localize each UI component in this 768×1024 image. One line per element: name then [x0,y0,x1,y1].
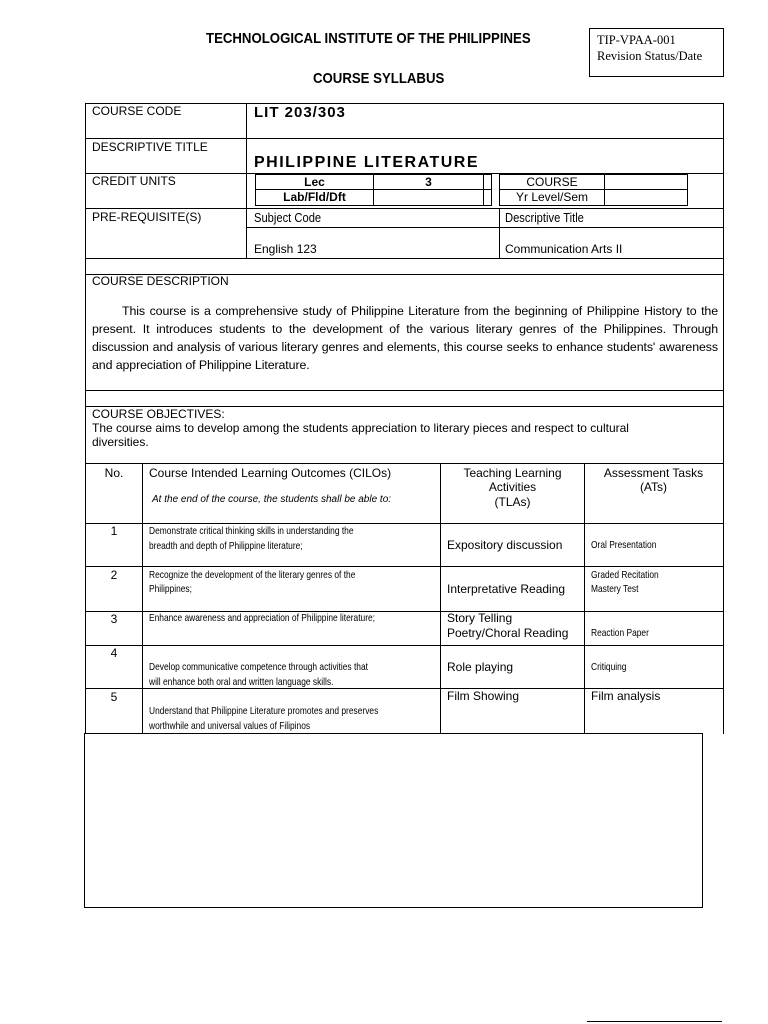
row-at-line1: Critiquing [591,661,627,673]
row-divider [85,208,723,209]
subject-code-label [254,211,332,225]
col-tla-header-2: Activities [488,480,537,494]
lab-label: Lab/Fld/Dft [283,190,346,204]
col-no-header: No. [104,466,124,480]
row-cilo [149,610,432,626]
course-code-label: COURSE CODE [92,104,182,118]
syllabus-title [313,70,462,88]
row-cilo-line2: worthwhile and universal values of Filipinos [149,720,311,732]
grid-line [604,174,605,205]
label-column-divider [246,103,247,258]
institute-name [206,30,575,48]
row-divider [85,390,723,391]
row-no: 1 [110,524,118,538]
row-no: 4 [110,646,118,660]
row-tla: Expository discussion [447,538,563,552]
objectives-label: COURSE OBJECTIVES: [92,407,225,421]
row-at [591,581,650,597]
empty-content-box [84,733,703,908]
col-at-header-1: Assessment Tasks [603,466,704,480]
description-label: COURSE DESCRIPTION [92,274,229,288]
prereq-subject-code: English 123 [254,242,317,256]
col-at-header-2: (ATs) [639,480,668,494]
row-cilo-line1: Recognize the development of the literary genres of the [149,569,356,581]
credit-units-label: CREDIT UNITS [92,174,176,188]
row-cilo [149,538,341,554]
row-no: 2 [110,568,118,582]
row-tla: Film Showing [447,689,520,703]
row-divider [85,463,723,464]
row-cilo-line2: Philippines; [149,583,192,595]
row-tla: Interpretative Reading [447,582,566,596]
descriptive-title-value: PHILIPPINE LITERATURE [254,154,479,171]
row-cilo-line1: Develop communicative competence through activities that [149,661,368,673]
row-tla: Poetry/Choral Reading [447,626,569,640]
prereq-label: PRE-REQUISITE(S) [92,210,202,224]
row-at-line2: Mastery Test [591,583,639,595]
col-cilo-header: Course Intended Learning Outcomes (CILOs) [149,466,392,480]
row-cilo [149,703,436,719]
row-tla: Story Telling [447,611,513,625]
document-code-box [589,28,724,77]
objectives-text-line1: The course aims to develop among the students appreciation to literary pieces and respect to cultural [92,421,629,435]
grid-line [483,174,484,205]
col-cilo-subheader: At the end of the course, the students shall be able to: [152,494,392,505]
row-cilo-line1: Demonstrate critical thinking skills in understanding the [149,525,354,537]
row-tla: Role playing [447,660,514,674]
prereq-desc-title: Communication Arts II [505,242,623,256]
description-text: This course is a comprehensive study of Philippine Literature from the beginning of Philippine History to the present. It introduces students to the development of the various literary genres of the Philippines. Through discussion and analysis of various literary genres and elements, this course seeks to enhance students' awareness and appreciation of Philippine Literature. [92,304,718,372]
row-cilo-line1: Enhance awareness and appreciation of Philippine literature; [149,612,376,624]
row-at-line1: Graded Recitation [591,569,659,581]
descriptive-title-label: DESCRIPTIVE TITLE [92,140,208,154]
subject-code-label-text: Subject Code [254,210,322,225]
row-cilo-line1: Understand that Philippine Literature promotes and preserves [149,705,379,717]
course-label: COURSE [526,175,578,189]
row-at [591,537,673,553]
row-divider [246,227,723,228]
revision-status: Revision Status/Date [597,49,703,63]
row-cilo [149,674,380,690]
lec-value: 3 [425,175,432,189]
institute-name-text: TECHNOLOGICAL INSTITUTE OF THE PHILIPPINES [206,30,531,47]
col-tla-header-1: Teaching Learning [463,466,562,480]
col-tla-header-3: (TLAs) [494,495,531,509]
document-code: TIP-VPAA-001 [597,33,676,47]
row-divider [85,138,723,139]
objectives-text-line2: diversities. [92,435,149,449]
row-divider [85,258,723,259]
course-code-value: LIT 203/303 [254,104,346,121]
row-cilo-line2: breadth and depth of Philippine literature; [149,540,303,552]
row-cilo-line2: will enhance both oral and written language skills. [149,676,334,688]
prereq-divider [499,208,500,258]
row-at [591,659,635,675]
lec-label: Lec [304,175,325,189]
row-divider [85,645,723,646]
row-cilo [149,659,423,675]
row-at [591,625,663,641]
row-at: Film analysis [591,689,661,703]
row-at-line1: Reaction Paper [591,627,649,639]
prereq-desc-title-label-text: Descriptive Title [505,210,584,225]
row-cilo [149,581,203,597]
yr-level-label: Yr Level/Sem [515,190,589,204]
page-edge-box [587,1021,722,1022]
syllabus-title-text: COURSE SYLLABUS [313,70,445,87]
prereq-desc-title-label [505,211,597,225]
row-no: 5 [110,690,118,704]
row-cilo [149,718,350,734]
col-divider [584,463,585,733]
col-divider [142,463,143,733]
row-at-line1: Oral Presentation [591,539,657,551]
row-cilo [149,523,405,539]
row-no: 3 [110,612,118,626]
